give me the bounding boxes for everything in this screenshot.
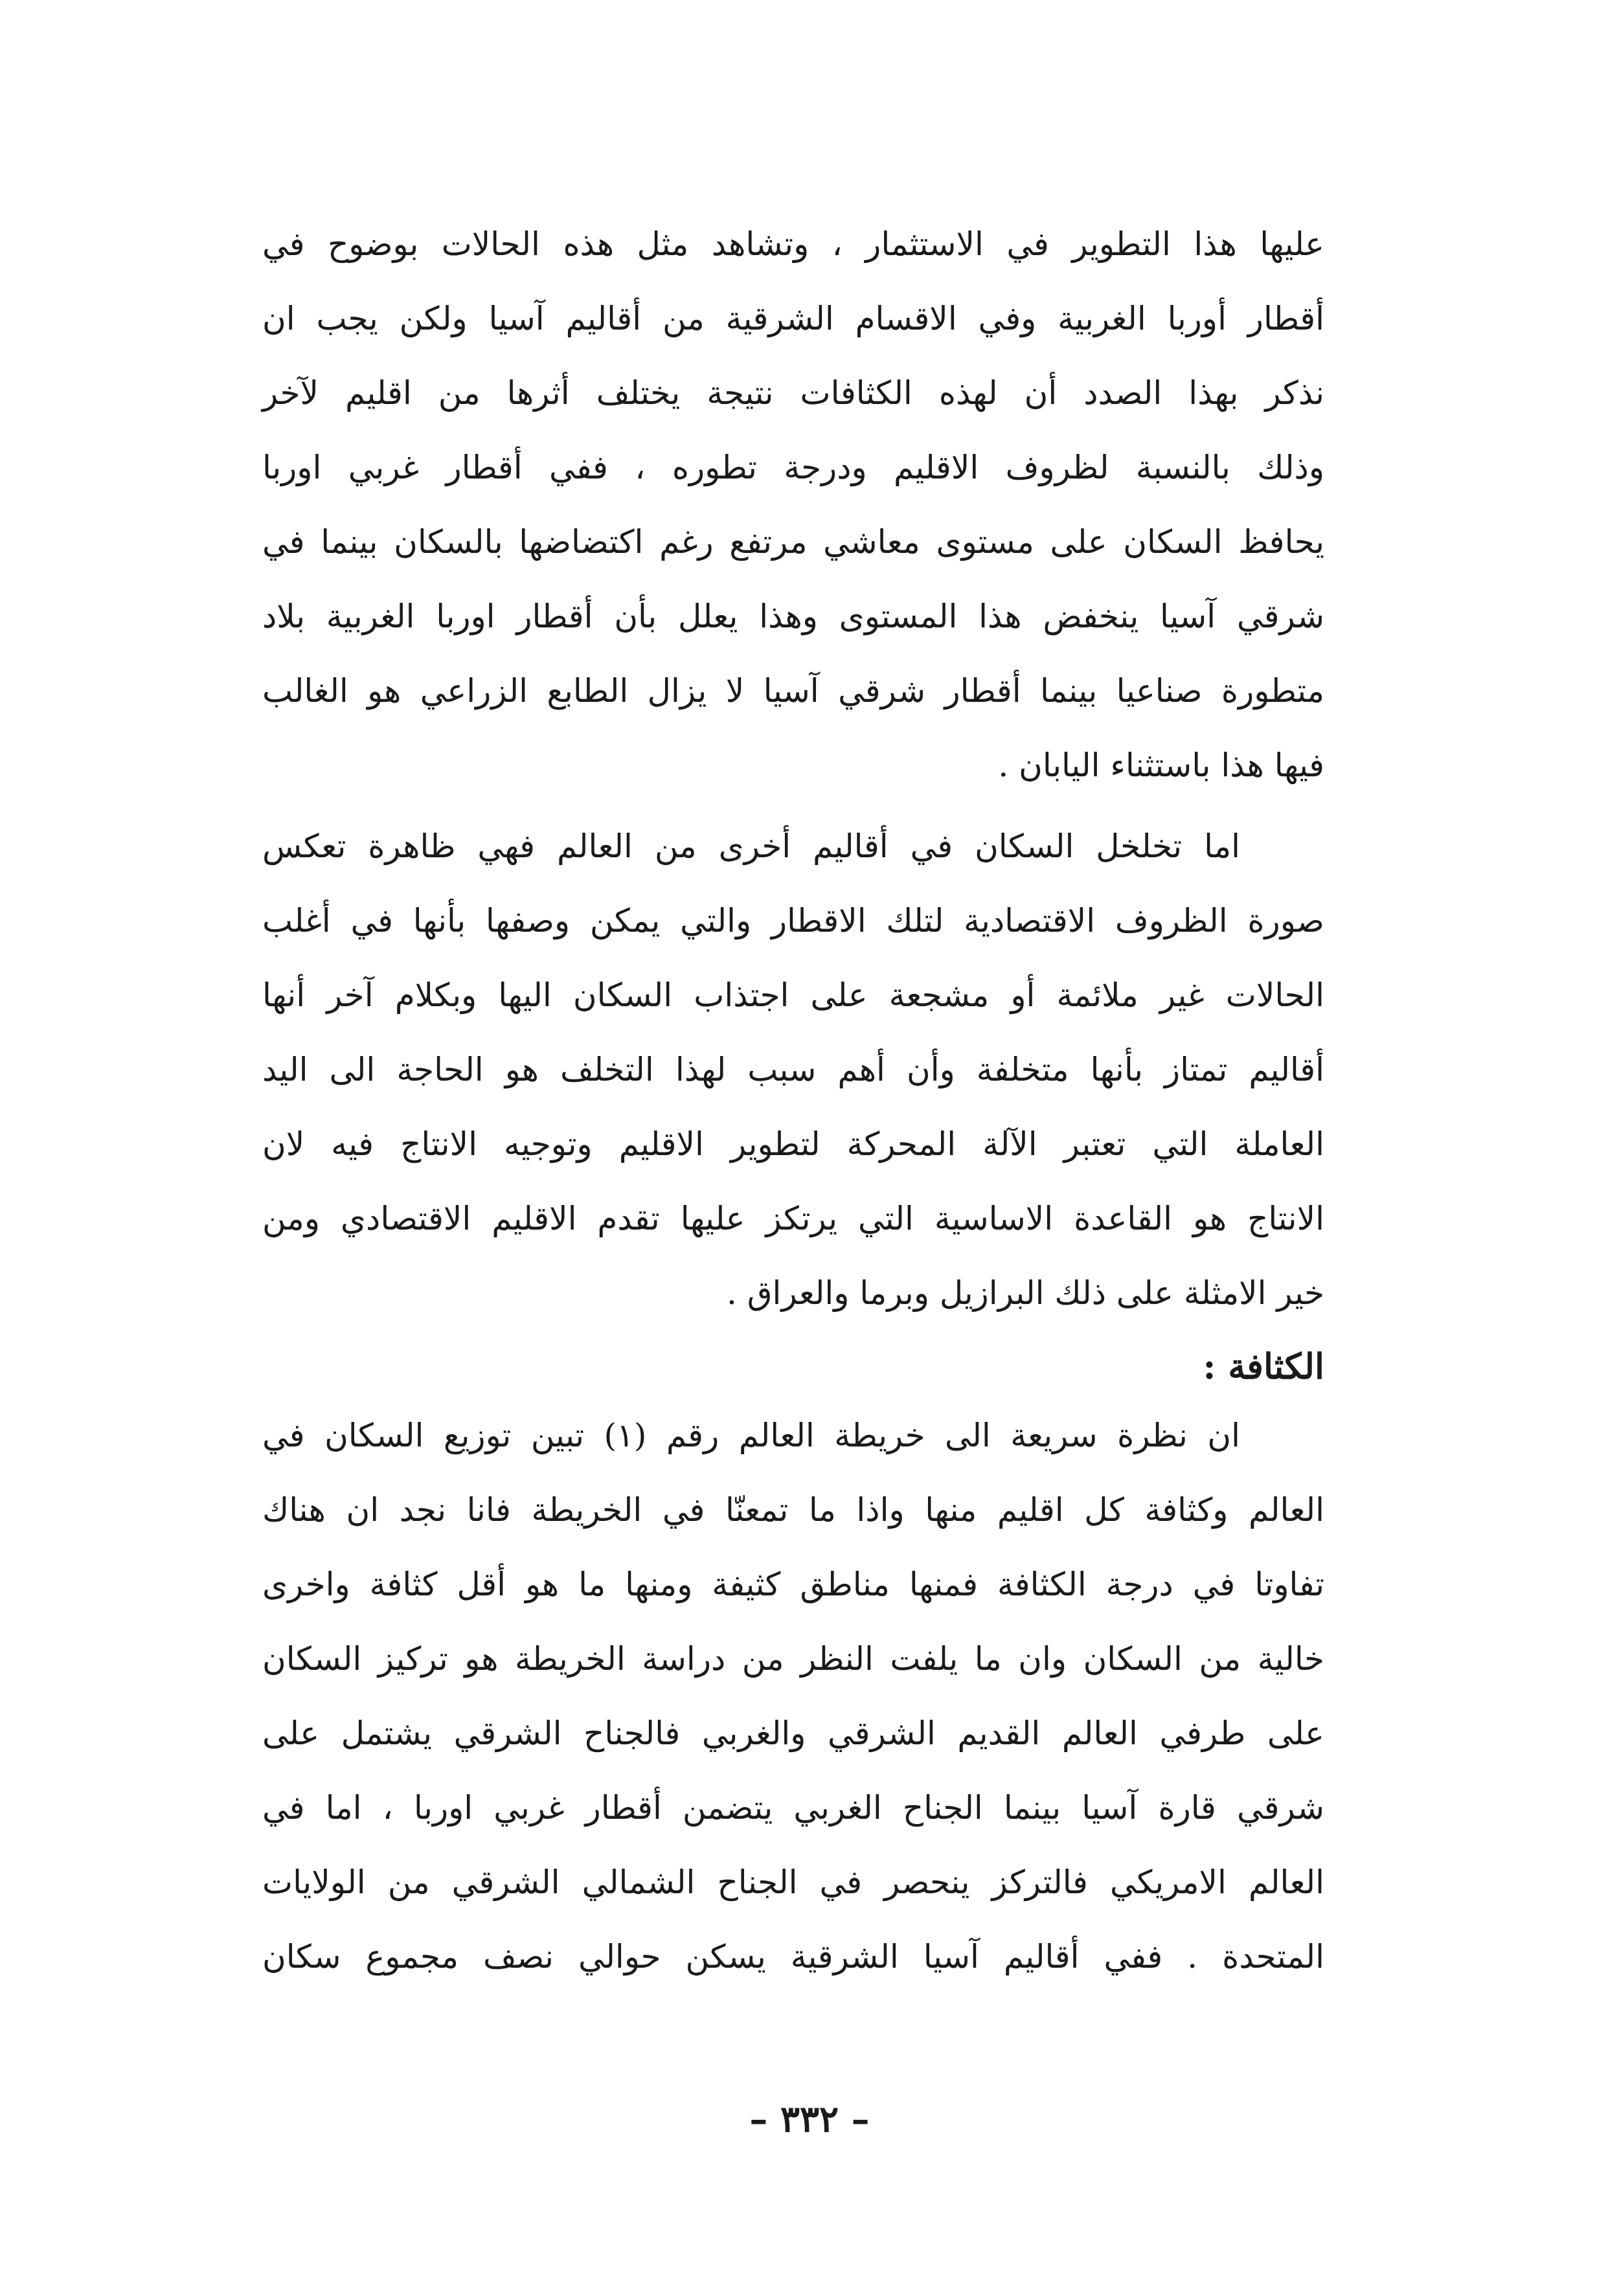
paragraph-line: خالية من السكان وان ما يلفت النظر من دراسة الخريطة هو تركيز السكان xyxy=(262,1640,1324,1678)
paragraph-line: الانتاج هو القاعدة الاساسية التي يرتكز عليها تقدم الاقليم الاقتصادي ومن xyxy=(262,1200,1324,1237)
paragraph-line: فيها هذا باستثناء اليابان . xyxy=(998,747,1324,784)
paragraph-line: شرقي آسيا ينخفض هذا المستوى وهذا يعلل بأن أقطار اوربا الغربية بلاد xyxy=(262,598,1324,635)
paragraph-2 xyxy=(262,809,1324,1331)
paragraph-3 xyxy=(262,1399,1324,1994)
paragraph-line: متطورة صناعيا بينما أقطار شرقي آسيا لا يزال الطابع الزراعي هو الغالب xyxy=(262,672,1324,710)
paragraph-line: المتحدة . ففي أقاليم آسيا الشرقية يسكن حوالي نصف مجموع سكان xyxy=(262,1938,1324,1975)
paragraph-line: صورة الظروف الاقتصادية لتلك الاقطار والتي يمكن وصفها بأنها في أغلب xyxy=(262,902,1324,940)
paragraph-line: خير الامثلة على ذلك البرازيل وبرما والعراق . xyxy=(726,1274,1324,1312)
paragraph-line: نذكر بهذا الصدد أن لهذه الكثافات نتيجة يختلف أثرها من اقليم لآخر xyxy=(262,374,1324,412)
section-heading: الكثافة : xyxy=(1203,1345,1324,1387)
paragraph-line: العالم وكثافة كل اقليم منها واذا ما تمعنّا في الخريطة فانا نجد ان هناك xyxy=(262,1491,1324,1529)
paragraph-line: على طرفي العالم القديم الشرقي والغربي فالجناح الشرقي يشتمل على xyxy=(262,1715,1324,1752)
paragraph-line: وذلك بالنسبة لظروف الاقليم ودرجة تطوره ، ففي أقطار غربي اوربا xyxy=(262,449,1324,486)
paragraph-line: أقطار أوربا الغربية وفي الاقسام الشرقية من أقاليم آسيا ولكن يجب ان xyxy=(262,300,1324,337)
paragraph-line: الحالات غير ملائمة أو مشجعة على اجتذاب السكان اليها وبكلام آخر أنها xyxy=(262,976,1324,1014)
paragraph-line: يحافظ السكان على مستوى معاشي مرتفع رغم اكتضاضها بالسكان بينما في xyxy=(262,523,1324,561)
paragraph-line: عليها هذا التطوير في الاستثمار ، وتشاهد مثل هذه الحالات بوضوح في xyxy=(262,225,1324,263)
paragraph-line: العالم الامريكي فالتركز ينحصر في الجناح الشمالي الشرقي من الولايات xyxy=(262,1863,1324,1901)
paragraph-line: العاملة التي تعتبر الآلة المحركة لتطوير الاقليم وتوجيه الانتاج فيه لان xyxy=(262,1125,1324,1163)
paragraph-line: اما تخلخل السكان في أقاليم أخرى من العالم فهي ظاهرة تعكس xyxy=(262,827,1240,865)
paragraph-line: شرقي قارة آسيا بينما الجناح الغربي يتضمن أقطار غربي اوربا ، اما في xyxy=(262,1789,1324,1827)
page-number: – ٣٣٢ – xyxy=(749,2098,870,2141)
paragraph-line: تفاوتا في درجة الكثافة فمنها مناطق كثيفة ومنها ما هو أقل كثافة واخرى xyxy=(262,1566,1324,1603)
paragraph-1 xyxy=(262,207,1324,803)
paragraph-line: ان نظرة سريعة الى خريطة العالم رقم (١) تبين توزيع السكان في xyxy=(262,1417,1240,1454)
paragraph-line: أقاليم تمتاز بأنها متخلفة وأن أهم سبب لهذا التخلف هو الحاجة الى اليد xyxy=(262,1051,1324,1088)
